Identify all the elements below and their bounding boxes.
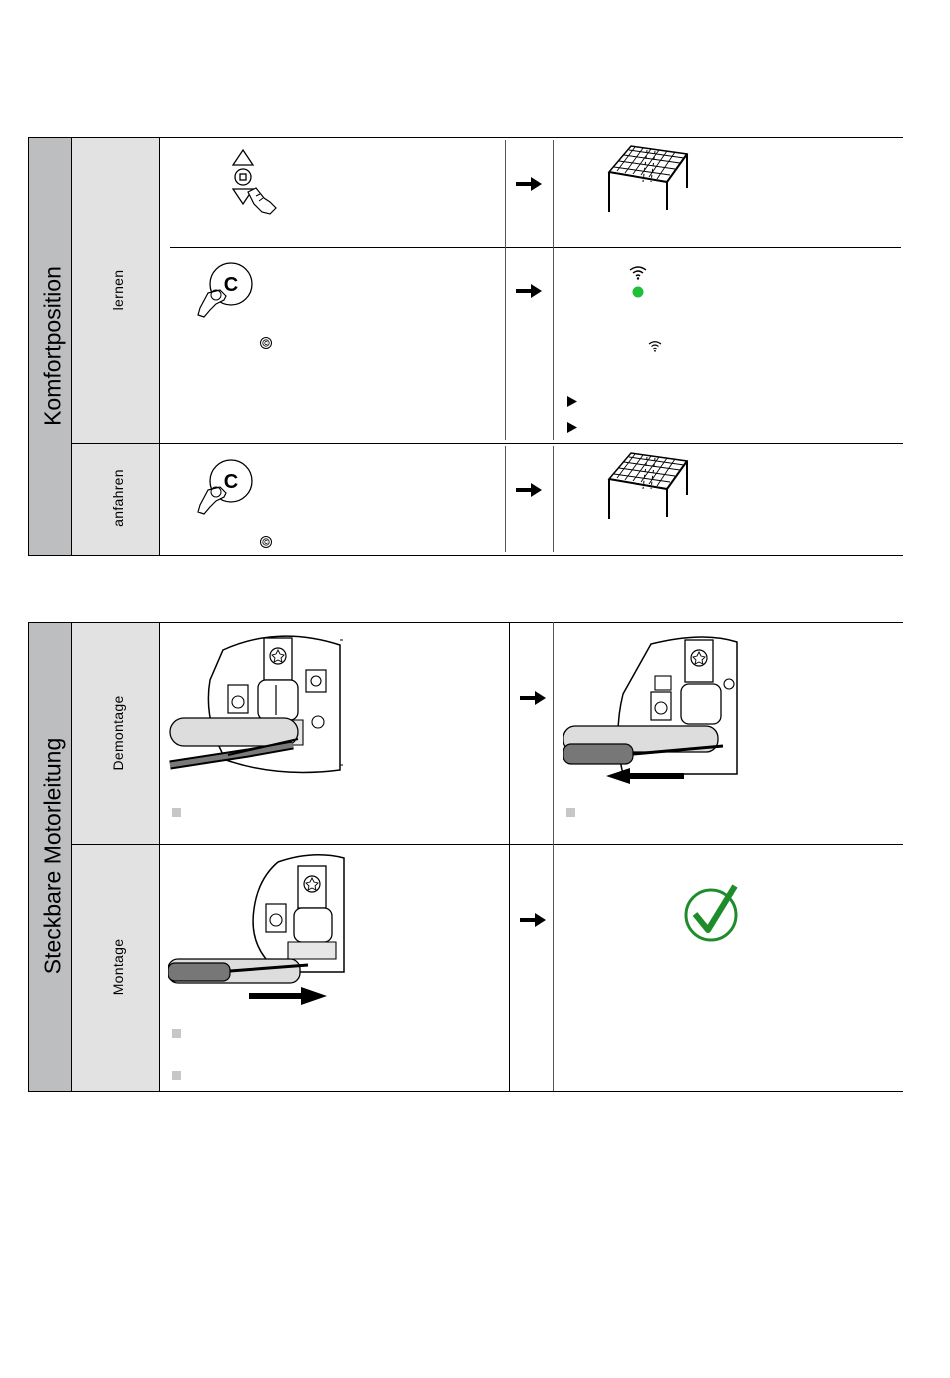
svg-text:C: C [264, 540, 268, 547]
screwdriver-icon [563, 724, 733, 772]
push-right-arrow-icon [247, 986, 327, 1006]
pergola-icon [605, 449, 691, 523]
bullet-square-icon [172, 1071, 181, 1080]
up-stop-down-button-icon [226, 146, 280, 216]
pergola-icon [605, 142, 691, 216]
right-arrow-icon [515, 175, 543, 193]
checkmark-icon [681, 882, 743, 944]
green-led-icon [631, 285, 645, 299]
bullet-square-icon [566, 808, 575, 817]
right-arrow-icon [515, 481, 543, 499]
section-title: Steckbare Motorleitung [39, 737, 66, 975]
right-arrow-icon [519, 911, 547, 929]
svg-text:C: C [223, 471, 239, 493]
section-title: Komfortposition [39, 266, 66, 426]
row-label-montage: Montage [110, 938, 126, 996]
svg-text:C: C [264, 341, 268, 348]
pull-left-arrow-icon [606, 767, 686, 785]
bullet-square-icon [172, 808, 181, 817]
c-button-small-icon [259, 535, 273, 549]
sub-band [71, 623, 159, 1091]
bullet-square-icon [172, 1029, 181, 1038]
svg-text:C: C [223, 274, 239, 296]
screwdriver-icon [168, 715, 308, 785]
radio-signal-small-icon [648, 341, 662, 352]
play-triangle-icon [566, 421, 578, 434]
c-button-icon [194, 260, 256, 322]
up-arrow-button-icon [233, 150, 253, 165]
row-label-lernen: lernen [110, 269, 126, 311]
row-label-demontage: Demontage [110, 695, 126, 771]
radio-signal-icon [628, 266, 648, 280]
hand-pointer-icon [248, 188, 276, 214]
row-label-anfahren: anfahren [110, 469, 126, 527]
stop-button-icon [235, 169, 251, 185]
right-arrow-icon [519, 689, 547, 707]
c-button-icon [194, 457, 256, 519]
c-button-small-icon [259, 336, 273, 350]
right-arrow-icon [515, 282, 543, 300]
play-triangle-icon [566, 395, 578, 408]
